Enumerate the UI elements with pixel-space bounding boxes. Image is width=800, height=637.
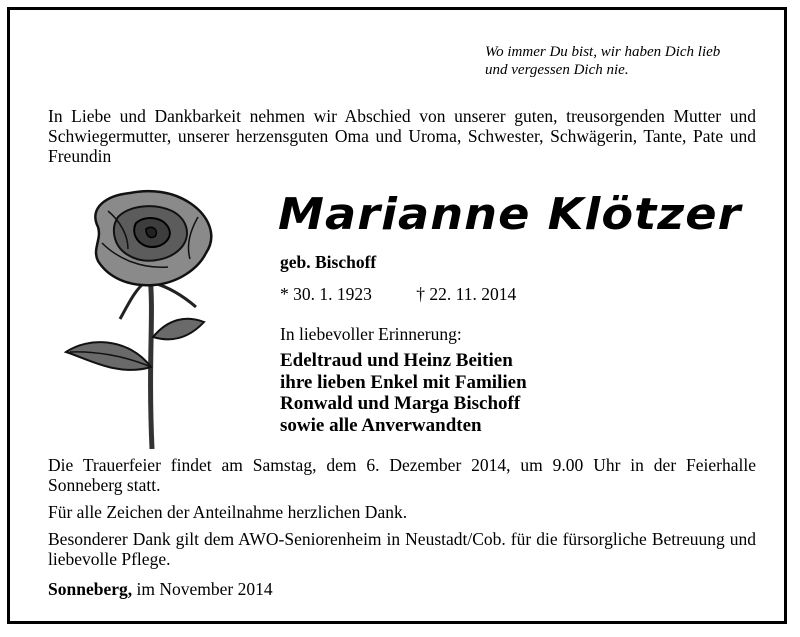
mourner-line: ihre lieben Enkel mit Familien [280, 371, 527, 393]
memory-label: In liebevoller Erinnerung: [280, 324, 462, 344]
funeral-details [48, 455, 756, 576]
closing-line [48, 578, 273, 600]
closing-place: Sonneberg, [48, 579, 133, 599]
motto-line-2: und vergessen Dich nie. [485, 62, 629, 78]
life-dates [280, 283, 516, 305]
motto-line-1: Wo immer Du bist, wir haben Dich lieb [485, 44, 721, 60]
maiden-name: geb. Bischoff [280, 252, 377, 272]
mourner-line: sowie alle Anverwandten [280, 414, 482, 436]
special-thanks-text: Besonderer Dank gilt dem AWO-Seniorenheim in Neustadt/Cob. für die fürsorgliche Betreuung und liebevolle Pflege. [48, 529, 756, 569]
funeral-info: Die Trauerfeier findet am Samstag, dem 6. Dezember 2014, um 9.00 Uhr in der Feierhalle Sonneberg statt. [48, 455, 756, 495]
mourner-line: Edeltraud und Heinz Beitien [280, 350, 513, 371]
intro-text: In Liebe und Dankbarkeit nehmen wir Abschied von unserer guten, treusorgenden Mutter und Schwiegermutter, unserer herzensguten Oma und Uroma, Schwester, Schwägerin, Tante, Pate und Freundin [48, 106, 756, 166]
obituary-notice [7, 7, 787, 624]
birth-date: * 30. 1. 1923 [280, 284, 372, 304]
thanks-text: Für alle Zeichen der Anteilnahme herzlichen Dank. [48, 502, 408, 522]
rose-icon [58, 187, 226, 449]
death-date: † 22. 11. 2014 [416, 284, 517, 304]
closing-date: im November 2014 [132, 579, 273, 599]
motto [485, 43, 775, 79]
deceased-name: Marianne Klötzer [278, 189, 742, 240]
mourner-line: Ronwald und Marga Bischoff [280, 393, 521, 414]
mourners-list [280, 350, 527, 436]
